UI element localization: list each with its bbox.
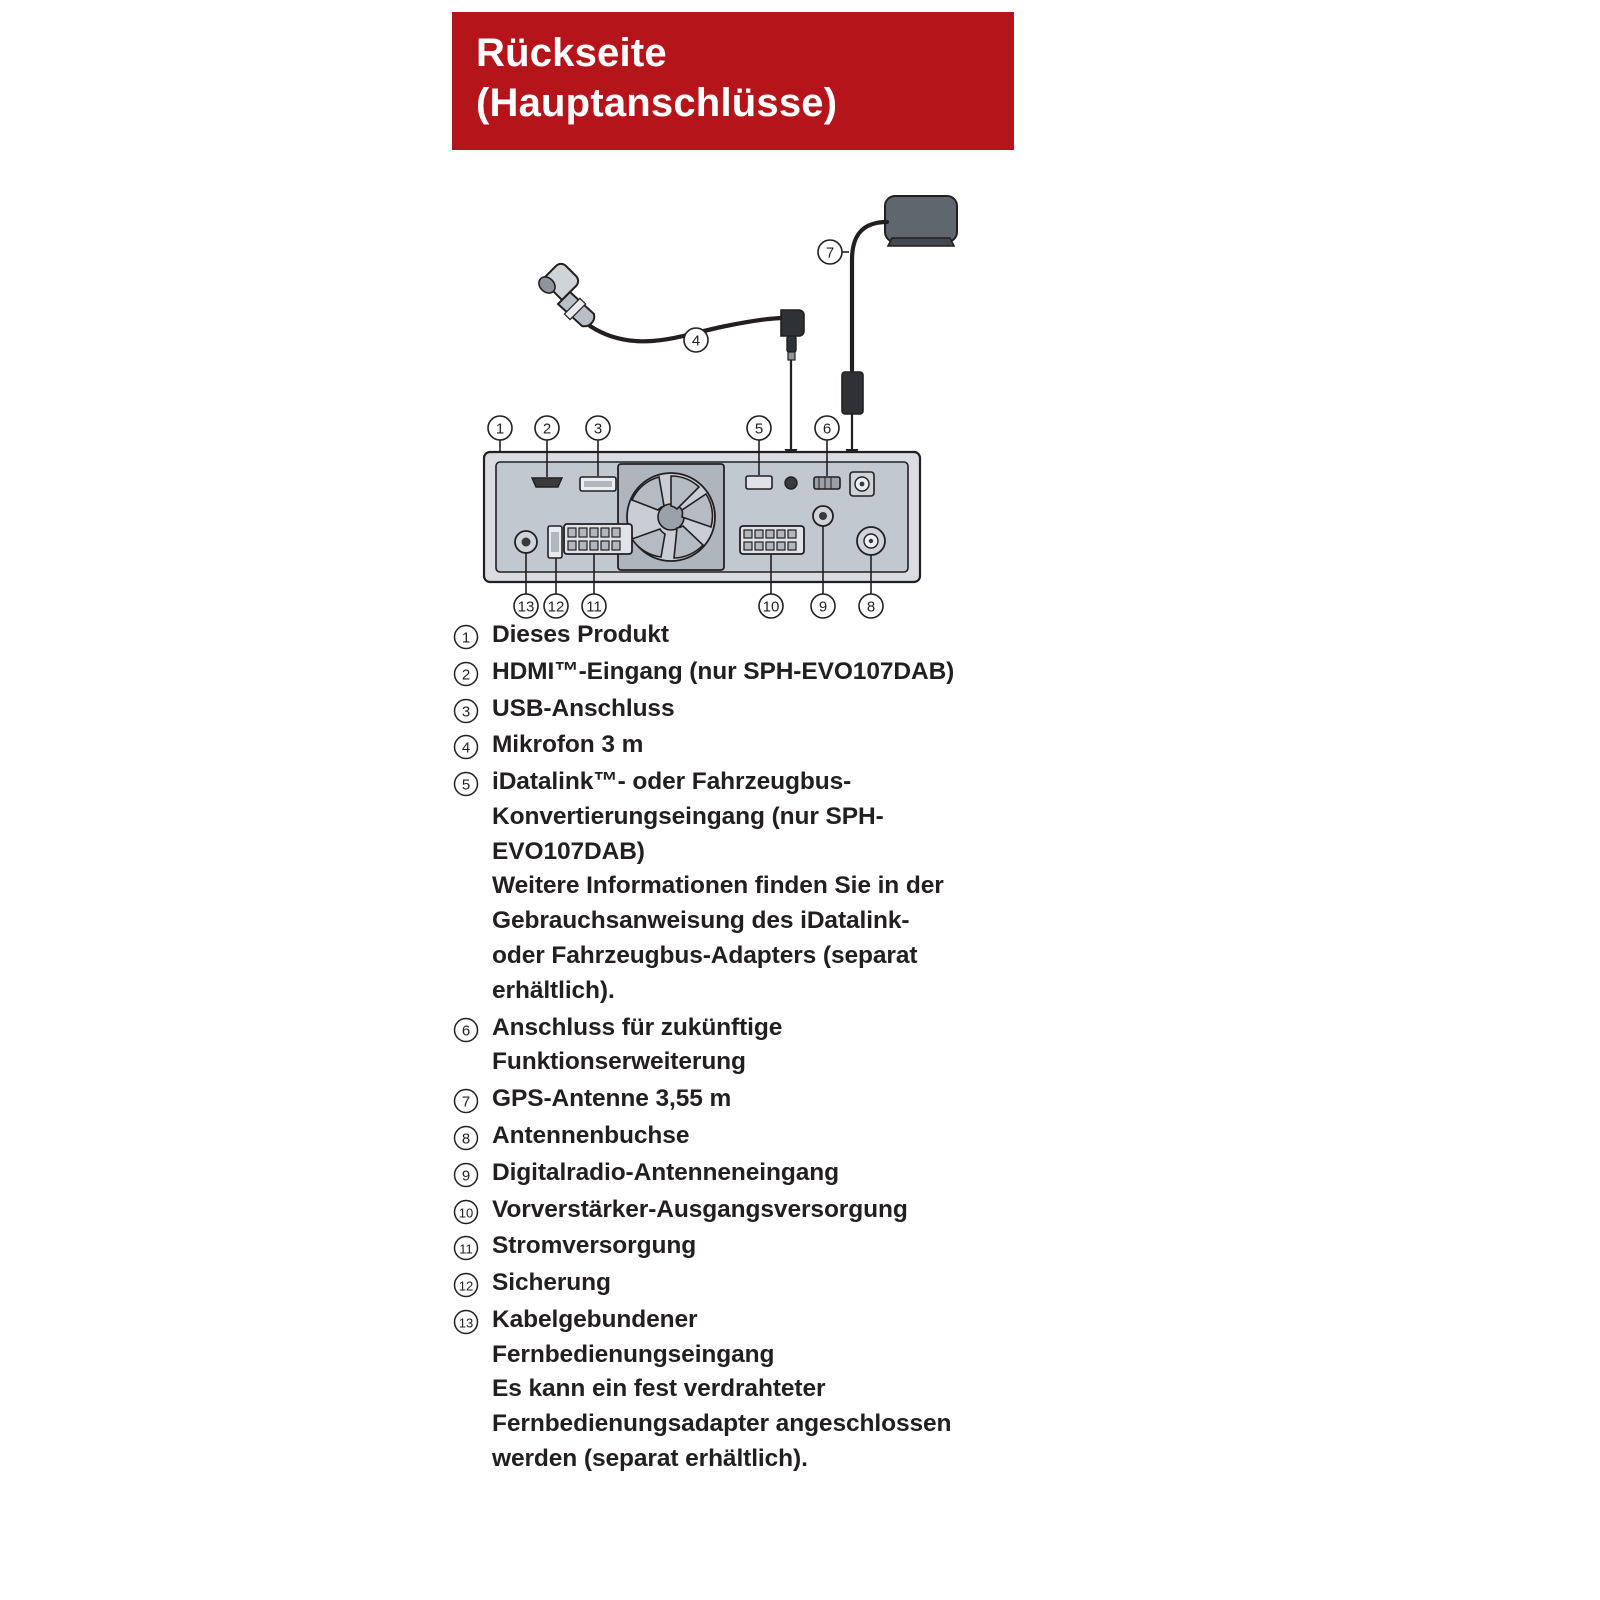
legend-number-1-icon bbox=[452, 618, 492, 651]
svg-text:1: 1 bbox=[495, 420, 505, 438]
svg-text:11: 11 bbox=[586, 598, 602, 616]
legend-number-9-icon bbox=[452, 1156, 492, 1189]
legend-item-8 bbox=[452, 1119, 1092, 1154]
gps-antenna-cable bbox=[852, 222, 887, 370]
svg-text:7: 7 bbox=[825, 244, 835, 262]
legend-number-4-icon bbox=[452, 728, 492, 761]
svg-text:10: 10 bbox=[762, 598, 780, 616]
legend-item-12 bbox=[452, 1266, 1092, 1301]
gps-antenna-connector bbox=[842, 372, 863, 414]
legend-item-13 bbox=[452, 1303, 1092, 1477]
hdmi-port bbox=[532, 478, 562, 487]
svg-text:3: 3 bbox=[461, 703, 471, 721]
page-title-line-1: Rückseite bbox=[476, 31, 667, 75]
legend-label-6: Anschluss für zukünftige Funktionserweiterung bbox=[492, 1013, 783, 1076]
expansion-connector bbox=[814, 477, 840, 489]
svg-text:9: 9 bbox=[818, 598, 828, 616]
legend-number-12-icon bbox=[452, 1266, 492, 1299]
legend-item-2 bbox=[452, 655, 1092, 690]
svg-text:11: 11 bbox=[459, 1241, 473, 1257]
callout-6 bbox=[815, 416, 839, 440]
legend-label-7: GPS-Antenne 3,55 m bbox=[492, 1085, 732, 1113]
legend-item-7 bbox=[452, 1082, 1092, 1117]
idatalink-input bbox=[746, 476, 772, 489]
legend-item-5 bbox=[452, 765, 1092, 1008]
svg-text:13: 13 bbox=[458, 1315, 474, 1331]
head-unit-rear-panel bbox=[484, 452, 920, 582]
legend-item-10 bbox=[452, 1193, 1092, 1228]
svg-text:9: 9 bbox=[461, 1167, 471, 1185]
svg-text:1: 1 bbox=[461, 629, 471, 647]
legend-number-7-icon bbox=[452, 1082, 492, 1115]
callout-7 bbox=[818, 240, 842, 264]
legend-item-1 bbox=[452, 618, 1092, 653]
microphone-part bbox=[536, 264, 595, 326]
legend-label-4: Mikrofon 3 m bbox=[492, 731, 644, 759]
svg-text:12: 12 bbox=[547, 598, 565, 616]
page-title-banner bbox=[452, 12, 1014, 150]
legend-number-3-icon bbox=[452, 692, 492, 725]
legend-item-4 bbox=[452, 728, 1092, 763]
svg-text:6: 6 bbox=[822, 420, 832, 438]
legend-label-10: Vorverstärker-Ausgangsversorgung bbox=[492, 1195, 908, 1223]
callout-13 bbox=[514, 594, 538, 618]
callout-2 bbox=[535, 416, 559, 440]
callout-11 bbox=[582, 594, 606, 618]
legend-item-6 bbox=[452, 1011, 1092, 1081]
callout-3 bbox=[586, 416, 610, 440]
page-title-line-2: (Hauptanschlüsse) bbox=[476, 81, 838, 125]
callout-5 bbox=[747, 416, 771, 440]
callout-12 bbox=[544, 594, 568, 618]
legend-label-9: Digitalradio-Antenneneingang bbox=[492, 1158, 840, 1186]
legend-item-3 bbox=[452, 692, 1092, 727]
svg-text:13: 13 bbox=[517, 598, 535, 616]
callout-4 bbox=[684, 328, 708, 352]
svg-text:5: 5 bbox=[754, 420, 764, 438]
legend-number-5-icon bbox=[452, 765, 492, 798]
legend-number-2-icon bbox=[452, 655, 492, 688]
legend-label-1: Dieses Produkt bbox=[492, 621, 669, 648]
legend-label-12: Sicherung bbox=[492, 1269, 611, 1297]
legend-number-10-icon bbox=[452, 1193, 492, 1226]
svg-text:10: 10 bbox=[458, 1205, 474, 1220]
legend-number-11-icon bbox=[452, 1229, 492, 1262]
legend-label-13: Kabelgebundener Fernbedienungseingang Es kann ein fest verdrahteter Fernbedienungsadapter angeschlossen werden (separat erhältlich). bbox=[492, 1305, 952, 1472]
svg-text:7: 7 bbox=[461, 1093, 471, 1111]
legend-number-8-icon bbox=[452, 1119, 492, 1152]
legend-label-8: Antennenbuchse bbox=[492, 1121, 690, 1149]
svg-text:6: 6 bbox=[461, 1022, 471, 1040]
legend-number-13-icon bbox=[452, 1303, 492, 1336]
svg-text:8: 8 bbox=[866, 598, 876, 616]
microphone-plug bbox=[781, 310, 804, 360]
microphone-jack bbox=[785, 477, 797, 489]
svg-text:8: 8 bbox=[461, 1130, 471, 1148]
svg-text:3: 3 bbox=[593, 420, 603, 438]
legend-number-6-icon bbox=[452, 1011, 492, 1044]
legend-list bbox=[452, 618, 1092, 1479]
legend-label-3: USB-Anschluss bbox=[492, 694, 675, 722]
svg-text:4: 4 bbox=[461, 739, 471, 757]
svg-text:2: 2 bbox=[542, 420, 552, 438]
callout-8 bbox=[859, 594, 883, 618]
legend-item-9 bbox=[452, 1156, 1092, 1191]
legend-label-5: iDatalink™- oder Fahrzeugbus- Konvertierungseingang (nur SPH- EVO107DAB) Weitere Informationen finden Sie in der Gebrauchsanweisung des iDatalink- oder Fahrzeugbus-Adapters (separat erhältlich). bbox=[492, 768, 944, 1004]
legend-label-2: HDMI™-Eingang (nur SPH-EVO107DAB) bbox=[492, 657, 955, 685]
svg-text:4: 4 bbox=[691, 332, 701, 350]
svg-text:2: 2 bbox=[461, 666, 471, 684]
callout-1 bbox=[488, 416, 512, 440]
gps-antenna-part bbox=[885, 196, 957, 246]
svg-text:12: 12 bbox=[458, 1278, 474, 1294]
callout-9 bbox=[811, 594, 835, 618]
legend-item-11 bbox=[452, 1229, 1092, 1264]
legend-label-11: Stromversorgung bbox=[492, 1232, 697, 1260]
rear-panel-diagram bbox=[440, 160, 1060, 630]
svg-text:5: 5 bbox=[461, 776, 471, 794]
callout-10 bbox=[759, 594, 783, 618]
